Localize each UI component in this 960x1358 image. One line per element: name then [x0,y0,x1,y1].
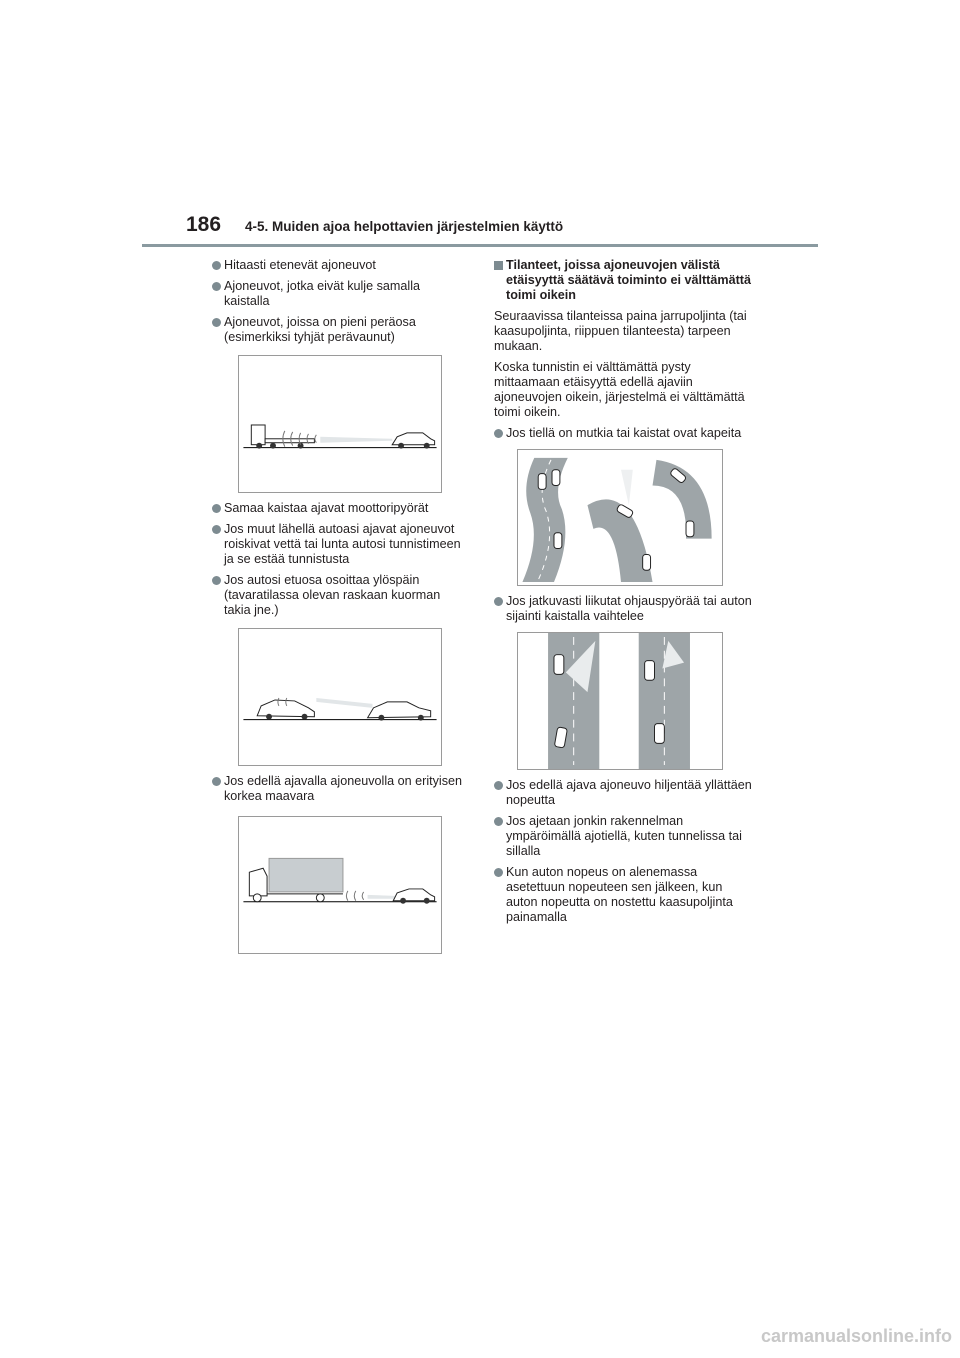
bullet-dot-icon [212,282,221,291]
section-title: 4-5. Muiden ajoa helpottavien järjestelmien käyttö [245,219,564,234]
list-item: Jos autosi etuosa osoittaa ylöspäin (tavaratilassa olevan raskaan kuorman takia jne.) [212,573,468,618]
header-rule [142,244,818,247]
right-column [494,258,752,931]
bullet-dot-icon [494,429,503,438]
list-item: Ajoneuvot, joissa on pieni peräosa (esimerkiksi tyhjät perävaunut) [212,315,468,345]
bullet-dot-icon [212,261,221,270]
paragraph: Seuraavissa tilanteissa paina jarrupoljinta (tai kaasupoljinta, riippuen tilanteesta) tarpeen mukaan. [494,309,747,353]
heading-square-icon [494,261,503,270]
list-item: Hitaasti etenevät ajoneuvot [212,258,468,273]
truck-trailer-illustration [239,356,441,492]
car-illustration [239,629,441,765]
bullet-dot-icon [212,504,221,513]
paragraph: Koska tunnistin ei välttämättä pysty mittaamaan etäisyyttä edellä ajaviin ajoneuvojen oikein, järjestelmä ei välttämättä toimi oikein. [494,360,745,419]
figure-high-clearance [238,816,442,954]
figure-lane-wander [517,632,723,770]
list-item: Jos edellä ajava ajoneuvo hiljentää yllättäen nopeutta [494,778,752,808]
bullet-dot-icon [212,777,221,786]
list-item: Samaa kaistaa ajavat moottoripyörät [212,501,468,516]
figure-raised-front [238,628,442,766]
list-item: Jos ajetaan jonkin rakennelman ympäröimällä ajotiellä, kuten tunnelissa tai sillalla [494,814,752,859]
bullet-dot-icon [494,817,503,826]
list-item: Ajoneuvot, jotka eivät kulje samalla kaistalla [212,279,468,309]
bullet-dot-icon [212,525,221,534]
bullet-dot-icon [212,318,221,327]
list-item: Jos tiellä on mutkia tai kaistat ovat kapeita [494,426,752,441]
list-item: Jos edellä ajavalla ajoneuvolla on erityisen korkea maavara [212,774,468,804]
list-item: Kun auton nopeus on alenemassa asetettuun nopeuteen sen jälkeen, kun auton nopeutta on nostettu kaasupoljinta painamalla [494,865,752,925]
bullet-dot-icon [494,781,503,790]
list-item: Jos jatkuvasti liikutat ohjauspyörää tai auton sijainti kaistalla vaihtelee [494,594,752,624]
bullet-dot-icon [494,868,503,877]
watermark: carmanualsonline.info [760,1326,952,1346]
section-heading: Tilanteet, joissa ajoneuvojen välistä etäisyyttä säätävä toiminto ei välttämättä toimi oikein [494,258,752,303]
figure-curves [517,449,723,586]
truck-trailer-illustration [239,817,441,953]
bullet-dot-icon [212,576,221,585]
figure-empty-trailer [238,355,442,493]
lane-road-illustration [518,633,722,769]
bullet-dot-icon [494,597,503,606]
curve-road-illustration [518,450,722,585]
page-number: 186 [186,213,222,236]
left-column [212,258,468,962]
list-item: Jos muut lähellä autoasi ajavat ajoneuvot roiskivat vettä tai lunta autosi tunnistimeen ja se estää tunnistusta [212,522,468,567]
